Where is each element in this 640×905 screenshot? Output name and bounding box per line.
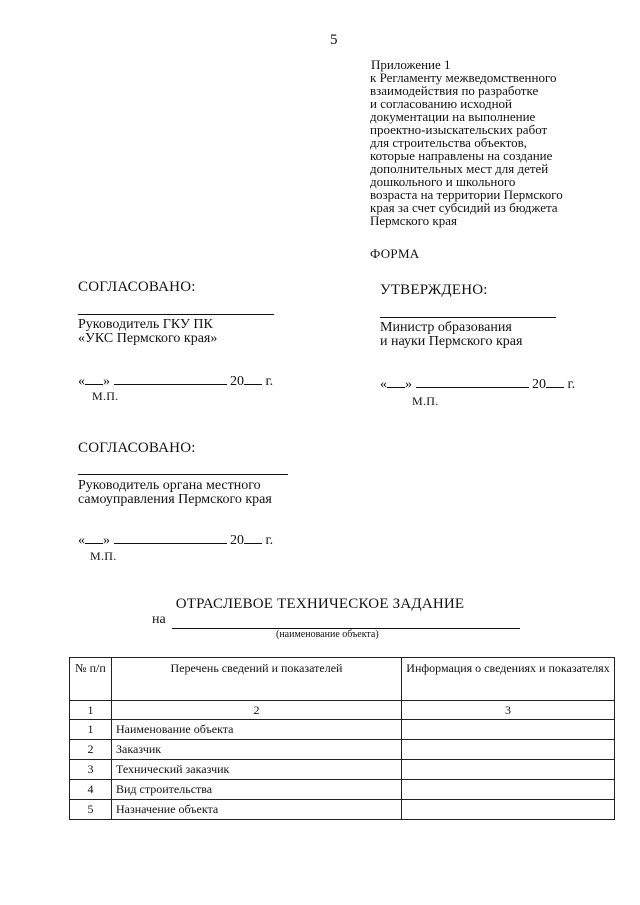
appendix-line: документации на выполнение	[370, 109, 536, 124]
row-info	[402, 800, 615, 820]
row-num: 5	[70, 800, 112, 820]
row-info	[402, 780, 615, 800]
role-line: Министр образования	[380, 320, 512, 335]
role-line: Руководитель ГКУ ПК	[78, 317, 213, 332]
index-cell: 3	[402, 701, 615, 720]
date-line-2: « » 20 г.	[78, 533, 274, 548]
header-info: Информация о сведениях и показателях	[402, 658, 615, 701]
signature-line-approved	[380, 317, 556, 318]
appendix-line: взаимодействия по разработке	[370, 83, 539, 98]
index-cell: 1	[70, 701, 112, 720]
role-line: самоуправления Пермского края	[78, 492, 272, 507]
appendix-line: возраста на территории Пермского	[370, 187, 563, 202]
row-name: Вид строительства	[112, 780, 402, 800]
role-line: «УКС Пермского края»	[78, 331, 218, 346]
appendix-line: и согласованию исходной	[370, 96, 513, 111]
agreed-title-1: СОГЛАСОВАНО:	[78, 279, 196, 295]
signature-line-1	[78, 314, 274, 315]
row-name: Заказчик	[112, 740, 402, 760]
object-caption: (наименование объекта)	[276, 629, 379, 640]
appendix-line: дополнительных мест для детей	[370, 161, 549, 176]
approved-title: УТВЕРЖДЕНО:	[380, 282, 488, 298]
index-cell: 2	[112, 701, 402, 720]
appendix-line: Пермского края	[370, 213, 457, 228]
date-line-1: « » 20 г.	[78, 374, 274, 389]
appendix-line: Приложение 1	[371, 57, 451, 72]
table-header-row	[70, 658, 615, 701]
appendix-line: которые направлены на создание	[370, 148, 553, 163]
role-line: Руководитель органа местного	[78, 478, 261, 493]
appendix-line: края за счет субсидий из бюджета	[370, 200, 558, 215]
row-info	[402, 740, 615, 760]
page-number: 5	[330, 32, 338, 48]
row-num: 3	[70, 760, 112, 780]
task-table	[69, 657, 615, 820]
row-info	[402, 760, 615, 780]
table-row	[70, 740, 615, 760]
appendix-header	[370, 58, 635, 227]
appendix-line: дошкольного и школьного	[370, 174, 516, 189]
row-name: Назначение объекта	[112, 800, 402, 820]
row-name: Технический заказчик	[112, 760, 402, 780]
header-num: № п/п	[70, 658, 112, 701]
approved-role	[380, 321, 522, 349]
form-label: ФОРМА	[370, 246, 420, 261]
appendix-line: для строительства объектов,	[370, 135, 528, 150]
signature-line-2	[78, 474, 288, 475]
appendix-line: к Регламенту межведомственного	[370, 70, 557, 85]
stamp-label-1: М.П.	[92, 389, 119, 403]
document-title: ОТРАСЛЕВОЕ ТЕХНИЧЕСКОЕ ЗАДАНИЕ	[175, 596, 465, 612]
stamp-label-2: М.П.	[90, 549, 117, 563]
header-list: Перечень сведений и показателей	[112, 658, 402, 701]
table-row	[70, 720, 615, 740]
appendix-line: проектно-изыскательских работ	[370, 122, 548, 137]
stamp-label-approved: М.П.	[412, 394, 439, 408]
table-row	[70, 780, 615, 800]
table-row	[70, 760, 615, 780]
row-num: 4	[70, 780, 112, 800]
row-info	[402, 720, 615, 740]
row-name: Наименование объекта	[112, 720, 402, 740]
date-line-approved: « » 20 г.	[380, 377, 576, 392]
table-row	[70, 800, 615, 820]
agreed-title-2: СОГЛАСОВАНО:	[78, 440, 196, 456]
object-prefix: на	[152, 612, 166, 627]
row-num: 1	[70, 720, 112, 740]
table-index-row	[70, 701, 615, 720]
agreed-role-1	[78, 318, 217, 346]
agreed-role-2	[78, 479, 272, 507]
role-line: и науки Пермского края	[380, 334, 523, 349]
row-num: 2	[70, 740, 112, 760]
